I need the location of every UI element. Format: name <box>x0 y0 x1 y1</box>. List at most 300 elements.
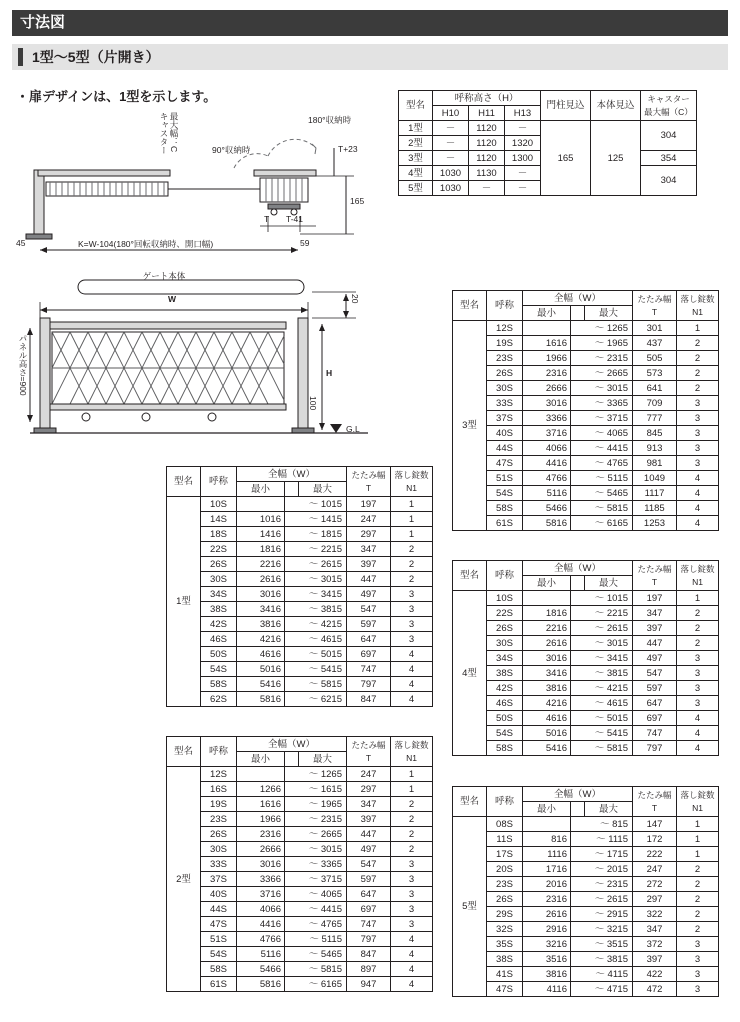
cell-min: 2616 <box>523 636 571 651</box>
cell-t: 747 <box>347 662 391 677</box>
cell-min: 1616 <box>237 797 285 812</box>
cell-n: 4 <box>677 486 719 501</box>
cell-min: 3016 <box>523 651 571 666</box>
cell-n: 2 <box>391 812 433 827</box>
cell-min: 5116 <box>523 486 571 501</box>
cell-n: 1 <box>677 817 719 832</box>
table-row <box>453 922 719 937</box>
cell-n: 2 <box>677 336 719 351</box>
cell-max: ～ 5415 <box>285 662 347 677</box>
height-spec-table <box>398 90 697 196</box>
cell-t: 347 <box>633 606 677 621</box>
cell-n: 4 <box>677 741 719 756</box>
table-row <box>167 932 433 947</box>
cell-t: 347 <box>347 797 391 812</box>
cell-n: 3 <box>677 696 719 711</box>
cell-max: ～ 4115 <box>571 967 633 982</box>
col-min: 最小 <box>523 802 571 817</box>
cell-n: 3 <box>391 872 433 887</box>
cell-n: 3 <box>391 902 433 917</box>
table-row <box>167 887 433 902</box>
cell-max: ～ 2315 <box>571 351 633 366</box>
cell-max: ～ 3215 <box>571 922 633 937</box>
cell-t: 797 <box>347 932 391 947</box>
cell-min: 2316 <box>523 892 571 907</box>
table-row <box>453 471 719 486</box>
table-row <box>453 441 719 456</box>
table-row <box>453 426 719 441</box>
cell-koshou: 30S <box>201 842 237 857</box>
cell-t: 1049 <box>633 471 677 486</box>
cell-n: 2 <box>677 862 719 877</box>
table-row <box>399 121 697 136</box>
col-body-depth: 本体見込 <box>591 91 641 121</box>
cell-min: 1016 <box>237 512 285 527</box>
cell-koshou: 46S <box>487 696 523 711</box>
table-row <box>453 351 719 366</box>
cell-h13: 1300 <box>505 151 541 166</box>
cell-h11: 1120 <box>469 151 505 166</box>
cell-min: 4766 <box>237 932 285 947</box>
cell-koshou: 61S <box>487 516 523 531</box>
table-row <box>167 917 433 932</box>
cell-t: 1253 <box>633 516 677 531</box>
cell-caster-1: 304 <box>641 121 697 151</box>
label-k-opening: K=W-104(180°回転収納時、開口幅) <box>78 239 214 249</box>
label-t: T <box>264 214 270 224</box>
cell-t: 247 <box>347 767 391 782</box>
cell-koshou: 40S <box>487 426 523 441</box>
cell-type: 1型 <box>167 497 201 707</box>
cell-t: 777 <box>633 411 677 426</box>
cell-max: ～ 3815 <box>571 952 633 967</box>
table-row <box>167 662 433 677</box>
cell-t: 247 <box>347 512 391 527</box>
cell-koshou: 58S <box>201 677 237 692</box>
table-row <box>167 617 433 632</box>
table-row <box>453 606 719 621</box>
cell-t: 797 <box>633 741 677 756</box>
cell-t: 597 <box>347 617 391 632</box>
gate-elevation-sketch <box>16 272 376 452</box>
cell-n: 3 <box>391 602 433 617</box>
col-width-group: 全幅（W） <box>237 467 347 482</box>
col-min: 最小 <box>523 576 571 591</box>
cell-koshou: 62S <box>201 692 237 707</box>
label-90-stored: 90°収納時 <box>212 145 251 155</box>
table-row <box>453 982 719 997</box>
cell-t: 422 <box>633 967 677 982</box>
col-h11: H11 <box>469 106 505 121</box>
cell-koshou: 26S <box>487 892 523 907</box>
cell-n: 4 <box>391 677 433 692</box>
cell-t: 697 <box>347 902 391 917</box>
cell-n: 4 <box>677 471 719 486</box>
cell-koshou: 11S <box>487 832 523 847</box>
cell-koshou: 16S <box>201 782 237 797</box>
cell-max: ～ 5815 <box>571 501 633 516</box>
cell-h13: － <box>505 121 541 136</box>
cell-t: 505 <box>633 351 677 366</box>
col-spacer <box>285 482 299 497</box>
cell-type: 5型 <box>453 817 487 997</box>
cell-n: 3 <box>677 396 719 411</box>
cell-min: 1616 <box>523 336 571 351</box>
col-type: 型名 <box>167 467 201 497</box>
table-row <box>453 817 719 832</box>
cell-koshou: 14S <box>201 512 237 527</box>
cell-n: 3 <box>391 617 433 632</box>
label-h: H <box>326 368 333 378</box>
cell-t: 845 <box>633 426 677 441</box>
col-koshou: 呼称 <box>487 561 523 591</box>
cell-h11: 1120 <box>469 136 505 151</box>
cell-t: 641 <box>633 381 677 396</box>
cell-t: 397 <box>633 621 677 636</box>
table-row <box>453 651 719 666</box>
cell-max: ～ 4215 <box>285 617 347 632</box>
cell-max: ～ 6165 <box>285 977 347 992</box>
cell-max: ～ 4615 <box>285 632 347 647</box>
cell-max: ～ 2665 <box>285 827 347 842</box>
cell-n: 3 <box>677 456 719 471</box>
table-row <box>453 952 719 967</box>
cell-n: 3 <box>391 917 433 932</box>
cell-koshou: 51S <box>487 471 523 486</box>
cell-max: ～ 3015 <box>571 636 633 651</box>
cell-koshou: 29S <box>487 907 523 922</box>
cell-body-depth: 125 <box>591 121 641 196</box>
table-row <box>167 647 433 662</box>
cell-t: 797 <box>347 677 391 692</box>
cell-t: 347 <box>633 922 677 937</box>
cell-n: 4 <box>391 932 433 947</box>
cell-n: 1 <box>391 497 433 512</box>
cell-n: 2 <box>677 892 719 907</box>
cell-koshou: 34S <box>201 587 237 602</box>
table-row <box>453 666 719 681</box>
cell-min: 4416 <box>237 917 285 932</box>
cell-min: 816 <box>523 832 571 847</box>
col-spacer <box>571 802 585 817</box>
table-row <box>453 696 719 711</box>
table-row <box>167 767 433 782</box>
cell-max: ～ 4615 <box>571 696 633 711</box>
cell-max: ～ 3415 <box>571 651 633 666</box>
cell-t: 397 <box>633 952 677 967</box>
col-koshou: 呼称 <box>201 737 237 767</box>
cell-max: ～ 1115 <box>571 832 633 847</box>
cell-n: 2 <box>677 922 719 937</box>
cell-t: 447 <box>347 827 391 842</box>
table-row <box>453 741 719 756</box>
table-row <box>453 381 719 396</box>
cell-koshou: 20S <box>487 862 523 877</box>
table-row <box>453 832 719 847</box>
cell-t: 372 <box>633 937 677 952</box>
cell-koshou: 46S <box>201 632 237 647</box>
label-100: 100 <box>308 396 318 411</box>
col-lock-count: 落し錠数 N1 <box>391 467 433 497</box>
table-row <box>167 827 433 842</box>
cell-n: 4 <box>391 692 433 707</box>
cell-max: ～ 4215 <box>571 681 633 696</box>
cell-max: ～ 1815 <box>285 527 347 542</box>
cell-n: 4 <box>677 726 719 741</box>
cell-koshou: 32S <box>487 922 523 937</box>
cell-max: ～ 3715 <box>571 411 633 426</box>
cell-n: 3 <box>391 857 433 872</box>
cell-n: 4 <box>677 501 719 516</box>
cell-koshou: 54S <box>201 947 237 962</box>
table-row <box>453 711 719 726</box>
cell-n: 1 <box>391 767 433 782</box>
col-height-group: 呼称高さ（H） <box>433 91 541 106</box>
cell-n: 2 <box>391 797 433 812</box>
cell-koshou: 54S <box>487 726 523 741</box>
cell-koshou: 58S <box>201 962 237 977</box>
cell-t: 297 <box>347 782 391 797</box>
cell-min: 3366 <box>237 872 285 887</box>
cell-koshou: 41S <box>487 967 523 982</box>
cell-min: 2616 <box>237 572 285 587</box>
cell-max: ～ 2015 <box>571 862 633 877</box>
cell-t: 897 <box>347 962 391 977</box>
table-row <box>453 366 719 381</box>
page-header <box>12 10 728 36</box>
cell-t: 197 <box>633 591 677 606</box>
cell-max: ～ 3515 <box>571 937 633 952</box>
cell-max: ～ 3365 <box>571 396 633 411</box>
col-max: 最大 <box>585 576 633 591</box>
cell-n: 2 <box>677 381 719 396</box>
cell-min <box>237 497 285 512</box>
table-row <box>167 842 433 857</box>
cell-min: 3716 <box>523 426 571 441</box>
cell-min: 3816 <box>237 617 285 632</box>
cell-t: 222 <box>633 847 677 862</box>
col-max: 最大 <box>585 802 633 817</box>
cell-koshou: 12S <box>201 767 237 782</box>
cell-t: 497 <box>633 651 677 666</box>
cell-koshou: 42S <box>487 681 523 696</box>
table-row <box>453 636 719 651</box>
cell-t: 272 <box>633 877 677 892</box>
col-type: 型名 <box>167 737 201 767</box>
cell-n: 2 <box>677 907 719 922</box>
cell-min: 2016 <box>523 877 571 892</box>
cell-max: ～ 4065 <box>285 887 347 902</box>
cell-koshou: 54S <box>201 662 237 677</box>
cell-max: ～ 5465 <box>571 486 633 501</box>
cell-min: 5466 <box>237 962 285 977</box>
cell-t: 847 <box>347 947 391 962</box>
cell-koshou: 42S <box>201 617 237 632</box>
table-row <box>453 621 719 636</box>
col-koshou: 呼称 <box>487 291 523 321</box>
col-width-group: 全幅（W） <box>523 787 633 802</box>
cell-n: 3 <box>391 587 433 602</box>
cell-n: 3 <box>391 632 433 647</box>
cell-koshou: 37S <box>487 411 523 426</box>
cell-t: 447 <box>347 572 391 587</box>
cell-min: 4616 <box>523 711 571 726</box>
section-title: 1型～5型（片開き） <box>32 49 160 65</box>
cell-max: ～ 1015 <box>285 497 347 512</box>
cell-koshou: 61S <box>201 977 237 992</box>
table-row <box>453 907 719 922</box>
cell-max: ～ 2615 <box>285 557 347 572</box>
table-row <box>453 892 719 907</box>
cell-min: 1966 <box>237 812 285 827</box>
cell-min: 3216 <box>523 937 571 952</box>
cell-min: 5016 <box>523 726 571 741</box>
cell-max: ～ 1265 <box>285 767 347 782</box>
col-width-group: 全幅（W） <box>523 291 633 306</box>
cell-min: 5416 <box>237 677 285 692</box>
cell-t: 697 <box>347 647 391 662</box>
cell-t: 397 <box>347 812 391 827</box>
cell-min: 3716 <box>237 887 285 902</box>
cell-h10: － <box>433 136 469 151</box>
cell-n: 3 <box>677 411 719 426</box>
label-59: 59 <box>300 238 310 248</box>
label-20: 20 <box>350 294 360 304</box>
table-row <box>453 456 719 471</box>
label-t-plus-23: T+23 <box>338 144 358 154</box>
table-row <box>453 877 719 892</box>
cell-koshou: 08S <box>487 817 523 832</box>
col-lock-count: 落し錠数 N1 <box>391 737 433 767</box>
cell-t: 1185 <box>633 501 677 516</box>
cell-min: 4416 <box>523 456 571 471</box>
table-row <box>453 516 719 531</box>
table-row <box>167 962 433 977</box>
page-title: 寸法図 <box>20 14 66 31</box>
cell-min: 2666 <box>237 842 285 857</box>
cell-koshou: 51S <box>201 932 237 947</box>
cell-n: 3 <box>677 441 719 456</box>
cell-koshou: 47S <box>487 456 523 471</box>
cell-min: 4766 <box>523 471 571 486</box>
col-type: 型名 <box>399 91 433 121</box>
cell-n: 4 <box>391 662 433 677</box>
cell-min: 5816 <box>237 692 285 707</box>
cell-n: 1 <box>677 847 719 862</box>
cell-koshou: 37S <box>201 872 237 887</box>
cell-koshou: 23S <box>487 877 523 892</box>
mechanism-sketch <box>16 108 388 258</box>
cell-n: 4 <box>677 711 719 726</box>
cell-t: 547 <box>347 602 391 617</box>
col-fold-width: たたみ幅 T <box>633 787 677 817</box>
cell-t: 172 <box>633 832 677 847</box>
label-180-stored: 180°収納時 <box>308 115 352 125</box>
section-tick-mark <box>18 48 23 66</box>
cell-max: ～ 2315 <box>571 877 633 892</box>
cell-koshou: 54S <box>487 486 523 501</box>
cell-caster-2: 354 <box>641 151 697 166</box>
table-row <box>167 677 433 692</box>
cell-t: 437 <box>633 336 677 351</box>
cell-max: ～ 3015 <box>571 381 633 396</box>
cell-min: 4216 <box>237 632 285 647</box>
cell-max: ～ 2315 <box>285 812 347 827</box>
cell-t: 497 <box>347 587 391 602</box>
cell-n: 2 <box>391 827 433 842</box>
cell-n: 1 <box>391 512 433 527</box>
cell-koshou: 33S <box>487 396 523 411</box>
cell-koshou: 17S <box>487 847 523 862</box>
col-min: 最小 <box>237 752 285 767</box>
cell-t: 597 <box>633 681 677 696</box>
cell-max: ～ 1265 <box>571 321 633 336</box>
table-row <box>167 902 433 917</box>
table-row <box>167 572 433 587</box>
cell-min: 5466 <box>523 501 571 516</box>
cell-t: 447 <box>633 636 677 651</box>
table-row <box>453 591 719 606</box>
cell-max: ～ 2215 <box>285 542 347 557</box>
cell-t: 597 <box>347 872 391 887</box>
cell-min: 2916 <box>523 922 571 937</box>
table-row <box>453 862 719 877</box>
cell-koshou: 10S <box>487 591 523 606</box>
cell-koshou: 22S <box>487 606 523 621</box>
cell-type: 1型 <box>399 121 433 136</box>
cell-n: 3 <box>677 982 719 997</box>
cell-t: 747 <box>347 917 391 932</box>
cell-koshou: 26S <box>201 827 237 842</box>
cell-n: 2 <box>391 542 433 557</box>
cell-n: 4 <box>677 516 719 531</box>
mechanism-drawing <box>16 108 388 258</box>
col-fold-width: たたみ幅 T <box>347 467 391 497</box>
col-lock-count: 落し錠数 N1 <box>677 291 719 321</box>
cell-max: ～ 5815 <box>571 741 633 756</box>
cell-min: 3416 <box>237 602 285 617</box>
cell-koshou: 38S <box>487 952 523 967</box>
table-row <box>167 542 433 557</box>
table-row <box>167 857 433 872</box>
cell-t: 697 <box>633 711 677 726</box>
cell-max: ～ 3415 <box>285 587 347 602</box>
table-row <box>453 847 719 862</box>
label-165: 165 <box>350 196 365 206</box>
cell-max: ～ 1715 <box>571 847 633 862</box>
table-row <box>453 486 719 501</box>
col-type: 型名 <box>453 561 487 591</box>
table-row <box>167 782 433 797</box>
table-row <box>167 872 433 887</box>
cell-min: 5816 <box>523 516 571 531</box>
table-row <box>167 602 433 617</box>
cell-max: ～ 1415 <box>285 512 347 527</box>
cell-koshou: 26S <box>487 366 523 381</box>
cell-koshou: 50S <box>487 711 523 726</box>
cell-min: 5416 <box>523 741 571 756</box>
cell-koshou: 19S <box>201 797 237 812</box>
cell-koshou: 19S <box>487 336 523 351</box>
spec-table-type5 <box>452 786 719 997</box>
col-koshou: 呼称 <box>487 787 523 817</box>
cell-min: 3816 <box>523 681 571 696</box>
cell-min: 5016 <box>237 662 285 677</box>
cell-h10: 1030 <box>433 181 469 196</box>
cell-type: 3型 <box>399 151 433 166</box>
cell-min <box>523 817 571 832</box>
cell-koshou: 38S <box>201 602 237 617</box>
